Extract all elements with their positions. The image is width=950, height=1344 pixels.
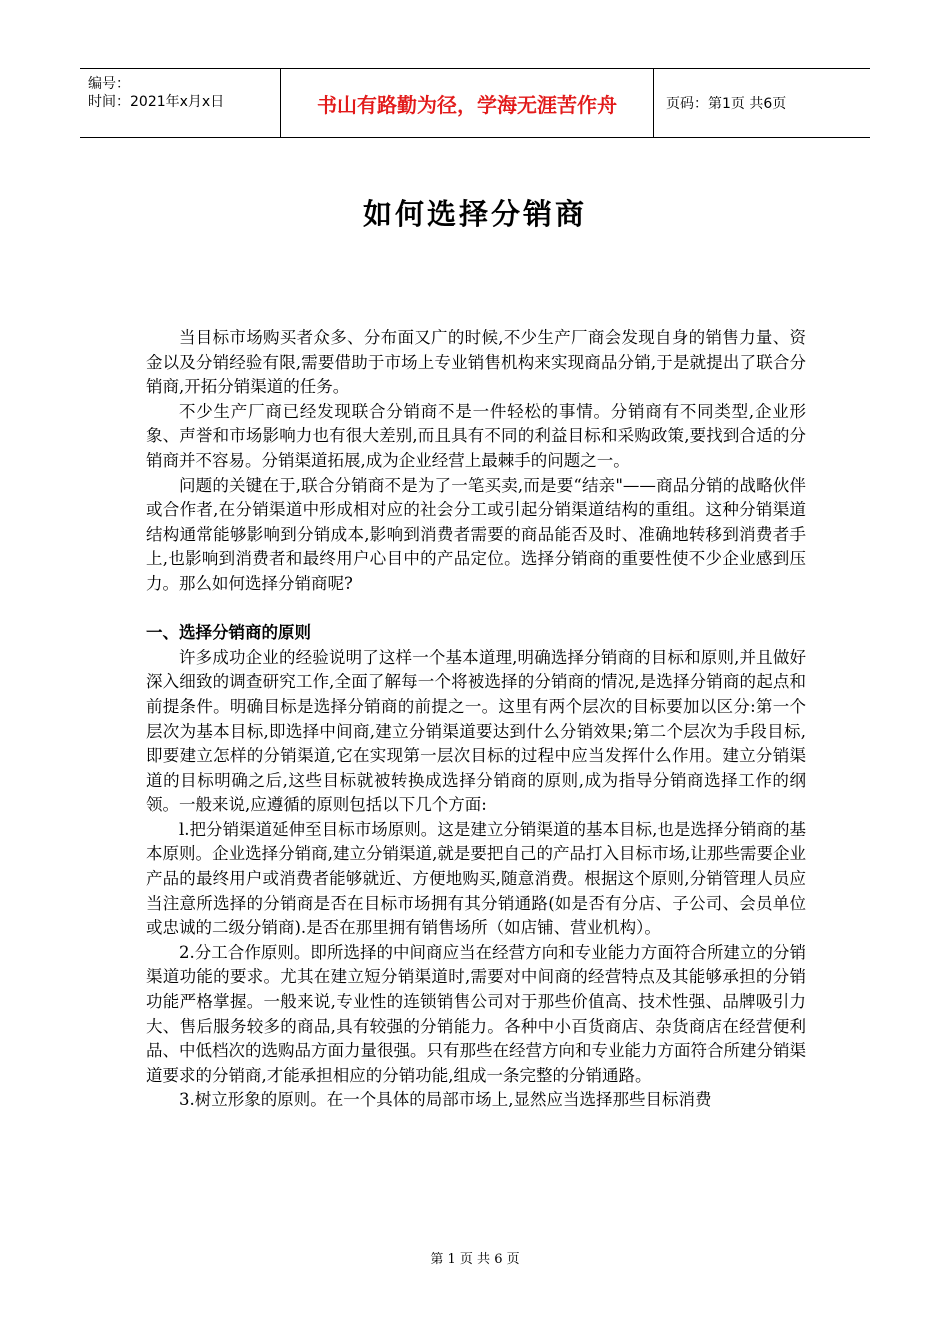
header-meta: [80, 69, 280, 137]
time-label: 时间：2021年x月x日: [88, 94, 225, 110]
section-heading: 一、选择分销商的原则: [146, 623, 311, 643]
header-motto: 书山有路勤为径，学海无涯苦作舟: [280, 69, 654, 137]
document-body: [146, 326, 806, 1113]
paragraph: 许多成功企业的经验说明了这样一个基本道理,明确选择分销商的目标和原则,并且做好深入细致的调查研究工作,全面了解每一个将被选择的分销商的情况,是选择分销商的起点和前提条件。明确目标是选择分销商的前提之一。这里有两个层次的目标要加以区分:第一个层次为基本目标,即选择中间商,建立分销渠道要达到什么分销效果;第二个层次为手段目标,即要建立怎样的分销渠道,它在实现第一层次目标的过程中应当发挥什么作用。建立分销渠道的目标明确之后,这些目标就被转换成选择分销商的原则,成为指导分销商选择工作的纲领。一般来说,应遵循的原则包括以下几个方面:: [146, 647, 806, 815]
paragraph: 3.树立形象的原则。在一个具体的局部市场上,显然应当选择那些目标消费: [179, 1090, 712, 1110]
page-footer: 第 1 页 共 6 页: [430, 1252, 520, 1267]
document-title: 如何选择分销商: [362, 197, 587, 231]
paragraph: 问题的关键在于,联合分销商不是为了一笔买卖,而是要“结亲"——商品分销的战略伙伴或合作者,在分销渠道中形成相对应的社会分工或引起分销渠道结构的重组。这种分销渠道结构通常能够影响到分销成本,影响到消费者需要的商品能否及时、准确地转移到消费者手上,也影响到消费者和最终用户心目中的产品定位。选择分销商的重要性使不少企业感到压力。那么如何选择分销商呢?: [146, 475, 806, 593]
paragraph: 当目标市场购买者众多、分布面又广的时候,不少生产厂商会发现自身的销售力量、资金以及分销经验有限,需要借助于市场上专业销售机构来实现商品分销,于是就提出了联合分销商,开拓分销渠道的任务。: [146, 328, 806, 397]
document-header: [80, 68, 870, 138]
paragraph: 不少生产厂商已经发现联合分销商不是一件轻松的事情。分销商有不同类型,企业形象、声誉和市场影响力也有很大差别,而且具有不同的利益目标和采购政策,要找到合适的分销商并不容易。分销渠道拓展,成为企业经营上最棘手的问题之一。: [146, 401, 806, 470]
header-page-info: 页码：第1页 共6页: [666, 96, 787, 112]
code-label: 编号：: [88, 76, 130, 92]
paragraph: l.把分销渠道延伸至目标市场原则。这是建立分销渠道的基本目标,也是选择分销商的基本原则。企业选择分销商,建立分销渠道,就是要把自己的产品打入目标市场,让那些需要企业产品的最终用户或消费者能够就近、方便地购买,随意消费。根据这个原则,分销管理人员应当注意所选择的分销商是否在目标市场拥有其分销通路(如是否有分店、子公司、会员单位或忠诚的二级分销商).是否在那里拥有销售场所（如店铺、营业机构）。: [146, 819, 806, 938]
paragraph: 2.分工合作原则。即所选择的中间商应当在经营方向和专业能力方面符合所建立的分销渠道功能的要求。尤其在建立短分销渠道时,需要对中间商的经营特点及其能够承担的分销功能严格掌握。一般来说,专业性的连锁销售公司对于那些价值高、技术性强、品牌吸引力大、售后服务较多的商品,具有较强的分销能力。各种中小百货商店、杂货商店在经营便利品、中低档次的选购品方面力量很强。只有那些在经营方向和专业能力方面符合所建分销渠道要求的分销商,才能承担相应的分销功能,组成一条完整的分销通路。: [146, 942, 806, 1085]
